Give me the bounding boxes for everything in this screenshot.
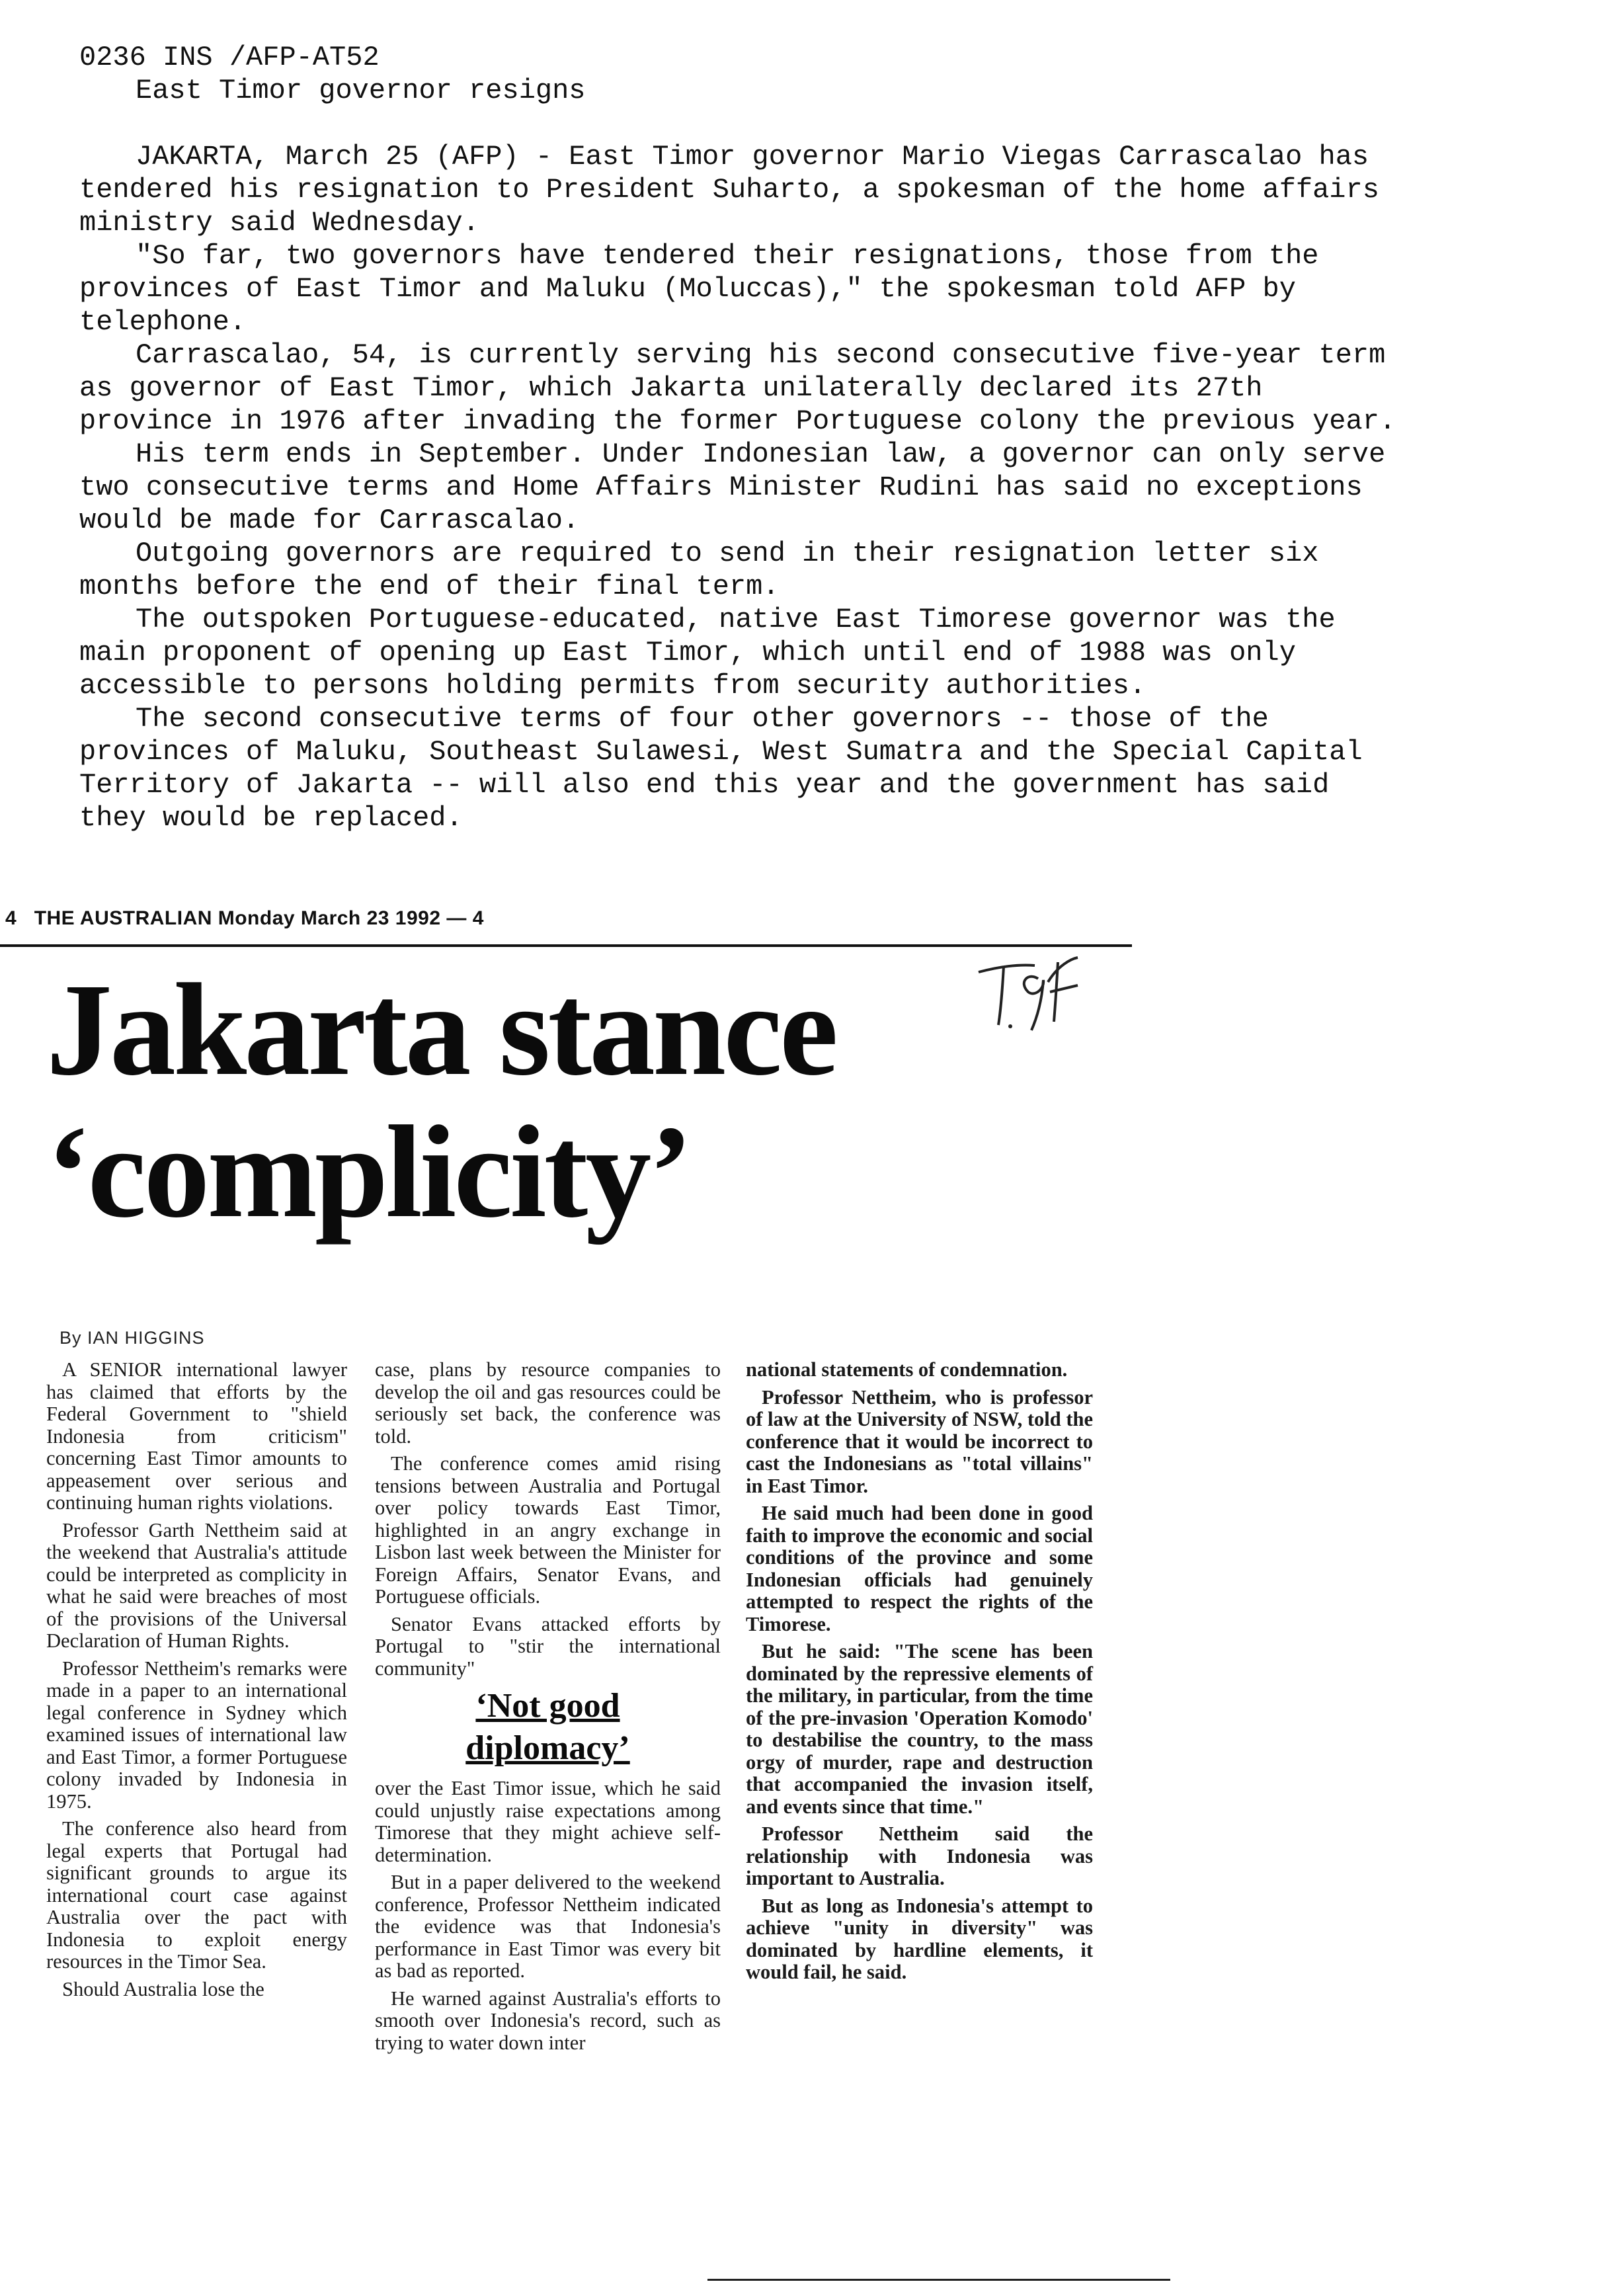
article-paragraph: Professor Nettheim said the relationship with Indonesia was important to Australia.	[746, 1823, 1093, 1889]
wire-story	[79, 41, 1402, 835]
folio-rule	[0, 944, 1132, 947]
byline: By IAN HIGGINS	[60, 1328, 205, 1348]
bottom-rule	[707, 2279, 1170, 2281]
wire-paragraph: His term ends in September. Under Indonesian law, a governor can only serve two consecutive terms and Home Affairs Minister Rudini has said no exceptions would be made for Carrascalao.	[79, 438, 1386, 536]
article-paragraph: Should Australia lose the	[62, 1977, 264, 2000]
wire-paragraph: The outspoken Portuguese-educated, native East Timorese governor was the main proponent of opening up East Timor, which until end of 1988 was only accessible to persons holding permits from security authorities.	[79, 604, 1336, 702]
article-paragraph: Professor Garth Nettheim said at the weekend that Australia's attitude could be interpreted as complicity in what he said were breaches of most of the provisions of the Universal Declaration of Human Rights.	[46, 1518, 347, 1652]
article-paragraph: Senator Evans attacked efforts by Portugal to "stir the international community"	[375, 1612, 721, 1680]
wire-paragraph: Carrascalao, 54, is currently serving his second consecutive five-year term as governor of East Timor, which Jakarta unilaterally declared its 27th province in 1976 after invading the former Portuguese colony the previous year.	[79, 339, 1396, 437]
wire-paragraph: Outgoing governors are required to send in their resignation letter six months before the end of their final term.	[79, 538, 1319, 602]
wire-paragraph: JAKARTA, March 25 (AFP) - East Timor governor Mario Viegas Carrascalao has tendered his resignation to President Suharto, a spokesman of the home affairs ministry said Wednesday.	[79, 141, 1379, 239]
wire-paragraph: The second consecutive terms of four other governors -- those of the provinces of Maluku, Southeast Sulawesi, West Sumatra and the Special Capital Territory of Jakarta -- will also end this year and the government has said they would be replaced.	[79, 703, 1363, 834]
subhead-line: diplomacy’	[465, 1729, 630, 1767]
article-column-3	[746, 1359, 1093, 1989]
wire-paragraph: "So far, two governors have tendered their resignations, those from the provinces of East Timor and Maluku (Moluccas)," the spokesman told AFP by telephone.	[79, 240, 1319, 338]
article-column-2	[375, 1359, 721, 2059]
clipping-headline	[46, 959, 1137, 1243]
wire-headline: East Timor governor resigns	[136, 75, 586, 106]
newspaper-folio: 4 THE AUSTRALIAN Monday March 23 1992 — 4	[5, 907, 484, 929]
article-paragraph: case, plans by resource companies to develop the oil and gas resources could be seriously set back, the conference was told.	[375, 1358, 721, 1448]
article-subhead	[375, 1685, 721, 1770]
article-paragraph: Professor Nettheim, who is professor of law at the University of NSW, told the conference that it would be incorrect to cast the Indonesians as "total villains" in East Timor.	[746, 1385, 1093, 1497]
article-paragraph: He warned against Australia's efforts to smooth over Indonesia's record, such as trying to water down inter	[375, 1987, 721, 2054]
headline-line: ‘complicity’	[46, 1099, 690, 1245]
article-paragraph: The conference also heard from legal experts that Portugal had significant grounds to argue its international court case against Australia over the pact with Indonesia to exploit energy resources in the Timor Sea.	[46, 1817, 347, 1973]
article-paragraph: But he said: "The scene has been dominated by the repressive elements of the military, in particular, from the time of the pre-invasion 'Operation Komodo' to destabilise the country, to the mass orgy of murder, rape and destruction that accompanied the invasion itself, and events since that time."	[746, 1640, 1093, 1818]
article-paragraph: Professor Nettheim's remarks were made in a paper to an international legal conference in Sydney which examined issues of international law and East Timor, a former Portuguese colony invaded by Indonesia in 1975.	[46, 1657, 347, 1813]
article-paragraph: The conference comes amid rising tensions between Australia and Portugal over policy towards East Timor, highlighted in an angry exchange in Lisbon last week between the Minister for Foreign Affairs, Senator Evans, and Portuguese officials.	[375, 1452, 721, 1608]
article-paragraph: national statements of condemnation.	[746, 1358, 1068, 1381]
article-paragraph: But as long as Indonesia's attempt to achieve "unity in diversity" was dominated by hardline elements, it would fail, he said.	[746, 1894, 1093, 1983]
article-column-1	[46, 1359, 347, 2006]
wire-slug: 0236 INS /AFP-AT52	[79, 42, 380, 73]
subhead-line: ‘Not good	[475, 1687, 620, 1725]
article-paragraph: over the East Timor issue, which he said could unjustly raise expectations among Timorese that they might achieve self-determination.	[375, 1777, 721, 1866]
article-paragraph: He said much had been done in good faith to improve the economic and social conditions of the province and some Indonesian officials had genuinely attempted to respect the rights of the Timorese.	[746, 1502, 1093, 1635]
article-paragraph: But in a paper delivered to the weekend conference, Professor Nettheim indicated the evidence was that Indonesia's performance in East Timor was every bit as bad as reported.	[375, 1871, 721, 1982]
headline-line: Jakarta stance	[46, 957, 836, 1103]
article-paragraph: A SENIOR international lawyer has claimed that efforts by the Federal Government to "shield Indonesia from criticism" concerning East Timor amounts to appeasement over serious and continuing human rights violations.	[46, 1358, 347, 1514]
